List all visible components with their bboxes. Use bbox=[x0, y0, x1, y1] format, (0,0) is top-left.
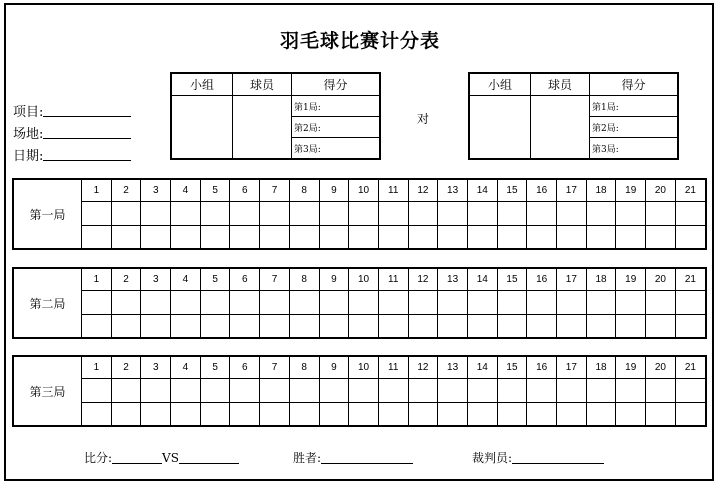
point-mark-cell[interactable] bbox=[467, 202, 497, 226]
point-number-cell: 1 bbox=[82, 269, 112, 291]
game3-score-cell[interactable]: 第3局: bbox=[292, 138, 381, 160]
point-mark-cell[interactable] bbox=[408, 226, 438, 250]
point-mark-cell[interactable] bbox=[675, 226, 705, 250]
point-number-cell: 12 bbox=[408, 269, 438, 291]
winner-input-line[interactable] bbox=[321, 451, 413, 464]
point-mark-cell[interactable] bbox=[289, 315, 319, 339]
point-number-cell: 8 bbox=[289, 269, 319, 291]
point-mark-cell[interactable] bbox=[111, 291, 141, 315]
referee-field bbox=[472, 449, 604, 466]
team-group-cell[interactable] bbox=[469, 96, 531, 160]
point-number-cell: 7 bbox=[260, 357, 290, 379]
point-mark-cell[interactable] bbox=[557, 315, 587, 339]
point-number-cell: 16 bbox=[527, 357, 557, 379]
point-mark-cell[interactable] bbox=[319, 291, 349, 315]
point-mark-cell[interactable] bbox=[230, 291, 260, 315]
point-mark-cell[interactable] bbox=[349, 315, 379, 339]
point-mark-cell[interactable] bbox=[497, 226, 527, 250]
point-mark-cell[interactable] bbox=[378, 202, 408, 226]
date-field bbox=[13, 145, 131, 164]
point-number-cell: 4 bbox=[171, 180, 201, 202]
venue-input-line[interactable] bbox=[43, 126, 131, 139]
point-mark-cell[interactable] bbox=[467, 291, 497, 315]
game3-score-cell[interactable]: 第3局: bbox=[590, 138, 679, 160]
point-mark-cell[interactable] bbox=[349, 202, 379, 226]
point-mark-cell[interactable] bbox=[378, 403, 408, 427]
point-mark-cell[interactable] bbox=[497, 315, 527, 339]
point-mark-cell[interactable] bbox=[675, 403, 705, 427]
point-mark-cell[interactable] bbox=[497, 202, 527, 226]
point-mark-cell[interactable] bbox=[497, 291, 527, 315]
venue-field bbox=[13, 123, 131, 142]
point-number-cell: 19 bbox=[616, 180, 646, 202]
point-number-cell: 3 bbox=[141, 269, 171, 291]
point-number-cell: 17 bbox=[557, 180, 587, 202]
final-score-label: 比分: bbox=[84, 451, 113, 465]
team-a-point-row bbox=[82, 202, 706, 226]
point-number-cell: 20 bbox=[646, 357, 676, 379]
final-score-vs-label: VS bbox=[162, 451, 179, 465]
point-mark-cell[interactable] bbox=[616, 202, 646, 226]
game2-score-cell[interactable]: 第2局: bbox=[292, 117, 381, 138]
point-mark-cell[interactable] bbox=[349, 226, 379, 250]
team-a-point-row bbox=[82, 379, 706, 403]
point-mark-cell[interactable] bbox=[141, 379, 171, 403]
point-mark-cell[interactable] bbox=[260, 403, 290, 427]
point-mark-cell[interactable] bbox=[467, 226, 497, 250]
point-number-cell: 4 bbox=[171, 357, 201, 379]
final-score-field bbox=[84, 449, 239, 466]
point-mark-cell[interactable] bbox=[438, 202, 468, 226]
point-number-cell: 16 bbox=[527, 269, 557, 291]
point-mark-cell[interactable] bbox=[557, 226, 587, 250]
point-number-cell: 20 bbox=[646, 269, 676, 291]
point-mark-cell[interactable] bbox=[557, 403, 587, 427]
team-header-player: 球员 bbox=[233, 73, 292, 96]
point-mark-cell[interactable] bbox=[527, 226, 557, 250]
point-number-cell: 10 bbox=[349, 269, 379, 291]
point-number-cell: 15 bbox=[497, 180, 527, 202]
point-mark-cell[interactable] bbox=[141, 291, 171, 315]
point-mark-cell[interactable] bbox=[675, 202, 705, 226]
point-number-cell: 20 bbox=[646, 180, 676, 202]
point-number-cell: 14 bbox=[467, 357, 497, 379]
game-2-box bbox=[12, 267, 707, 339]
game-1-label: 第一局 bbox=[29, 207, 66, 222]
point-number-cell: 13 bbox=[438, 269, 468, 291]
point-number-cell: 5 bbox=[200, 269, 230, 291]
point-number-cell: 2 bbox=[111, 180, 141, 202]
point-mark-cell[interactable] bbox=[171, 379, 201, 403]
point-mark-cell[interactable] bbox=[260, 315, 290, 339]
sheet-title: 羽毛球比赛计分表 bbox=[279, 30, 440, 52]
point-mark-cell[interactable] bbox=[111, 403, 141, 427]
point-mark-cell[interactable] bbox=[289, 202, 319, 226]
point-mark-cell[interactable] bbox=[408, 403, 438, 427]
point-mark-cell[interactable] bbox=[289, 226, 319, 250]
point-mark-cell[interactable] bbox=[557, 379, 587, 403]
game1-score-cell[interactable]: 第1局: bbox=[292, 96, 381, 117]
point-number-cell: 21 bbox=[675, 180, 705, 202]
point-mark-cell[interactable] bbox=[408, 379, 438, 403]
point-mark-cell[interactable] bbox=[616, 315, 646, 339]
point-number-cell: 18 bbox=[586, 180, 616, 202]
point-number-cell: 12 bbox=[408, 357, 438, 379]
winner-field bbox=[293, 449, 413, 466]
point-mark-cell[interactable] bbox=[497, 379, 527, 403]
point-mark-cell[interactable] bbox=[82, 403, 112, 427]
point-mark-cell[interactable] bbox=[616, 403, 646, 427]
point-number-cell: 10 bbox=[349, 180, 379, 202]
point-mark-cell[interactable] bbox=[230, 403, 260, 427]
point-mark-cell[interactable] bbox=[200, 379, 230, 403]
game-2-point-grid bbox=[81, 269, 705, 338]
point-mark-cell[interactable] bbox=[289, 379, 319, 403]
team-b-point-row bbox=[82, 226, 706, 250]
point-mark-cell[interactable] bbox=[646, 202, 676, 226]
point-mark-cell[interactable] bbox=[675, 315, 705, 339]
point-mark-cell[interactable] bbox=[408, 202, 438, 226]
project-label: 项目: bbox=[13, 105, 44, 120]
point-mark-cell[interactable] bbox=[319, 226, 349, 250]
point-mark-cell[interactable] bbox=[646, 291, 676, 315]
point-mark-cell[interactable] bbox=[527, 291, 557, 315]
project-field bbox=[13, 101, 131, 120]
point-mark-cell[interactable] bbox=[230, 315, 260, 339]
point-mark-cell[interactable] bbox=[467, 379, 497, 403]
point-number-cell: 7 bbox=[260, 269, 290, 291]
point-number-cell: 11 bbox=[378, 357, 408, 379]
point-mark-cell[interactable] bbox=[141, 202, 171, 226]
point-mark-cell[interactable] bbox=[616, 379, 646, 403]
point-mark-cell[interactable] bbox=[82, 291, 112, 315]
point-mark-cell[interactable] bbox=[586, 226, 616, 250]
point-mark-cell[interactable] bbox=[438, 315, 468, 339]
point-number-cell: 15 bbox=[497, 269, 527, 291]
referee-input-line[interactable] bbox=[512, 451, 604, 464]
point-mark-cell[interactable] bbox=[586, 315, 616, 339]
point-number-cell: 8 bbox=[289, 357, 319, 379]
team-group-cell[interactable] bbox=[171, 96, 233, 160]
point-number-cell: 8 bbox=[289, 180, 319, 202]
point-number-cell: 21 bbox=[675, 357, 705, 379]
point-mark-cell[interactable] bbox=[675, 291, 705, 315]
point-mark-cell[interactable] bbox=[467, 315, 497, 339]
team-b-point-row bbox=[82, 403, 706, 427]
point-mark-cell[interactable] bbox=[289, 403, 319, 427]
winner-label: 胜者: bbox=[293, 451, 322, 465]
game2-score-cell[interactable]: 第2局: bbox=[590, 117, 679, 138]
point-mark-cell[interactable] bbox=[408, 291, 438, 315]
point-mark-cell[interactable] bbox=[111, 315, 141, 339]
point-mark-cell[interactable] bbox=[111, 379, 141, 403]
point-mark-cell[interactable] bbox=[141, 315, 171, 339]
point-number-cell: 14 bbox=[467, 269, 497, 291]
point-mark-cell[interactable] bbox=[527, 403, 557, 427]
point-number-cell: 7 bbox=[260, 180, 290, 202]
point-mark-cell[interactable] bbox=[200, 403, 230, 427]
point-mark-cell[interactable] bbox=[260, 379, 290, 403]
game-3-label: 第三局 bbox=[29, 384, 66, 399]
point-mark-cell[interactable] bbox=[467, 403, 497, 427]
team-table-left bbox=[170, 72, 381, 160]
point-number-cell: 1 bbox=[82, 357, 112, 379]
point-number-cell: 6 bbox=[230, 180, 260, 202]
point-mark-cell[interactable] bbox=[82, 315, 112, 339]
team-header-player: 球员 bbox=[531, 73, 590, 96]
team-header-score: 得分 bbox=[292, 73, 381, 96]
point-mark-cell[interactable] bbox=[230, 226, 260, 250]
team-player-cell[interactable] bbox=[233, 96, 292, 160]
point-number-cell: 9 bbox=[319, 357, 349, 379]
point-mark-cell[interactable] bbox=[260, 202, 290, 226]
point-mark-cell[interactable] bbox=[319, 315, 349, 339]
point-mark-cell[interactable] bbox=[171, 291, 201, 315]
point-mark-cell[interactable] bbox=[171, 202, 201, 226]
point-mark-cell[interactable] bbox=[646, 226, 676, 250]
point-mark-cell[interactable] bbox=[616, 226, 646, 250]
referee-label: 裁判员: bbox=[472, 451, 513, 465]
point-mark-cell[interactable] bbox=[378, 226, 408, 250]
point-number-cell: 3 bbox=[141, 357, 171, 379]
point-mark-cell[interactable] bbox=[111, 226, 141, 250]
team-header-group: 小组 bbox=[469, 73, 531, 96]
point-mark-cell[interactable] bbox=[586, 403, 616, 427]
point-number-cell: 4 bbox=[171, 269, 201, 291]
point-mark-cell[interactable] bbox=[289, 291, 319, 315]
point-mark-cell[interactable] bbox=[646, 403, 676, 427]
point-mark-cell[interactable] bbox=[319, 202, 349, 226]
final-score-left-line[interactable] bbox=[112, 451, 162, 464]
venue-label: 场地: bbox=[13, 127, 44, 142]
point-mark-cell[interactable] bbox=[200, 291, 230, 315]
point-mark-cell[interactable] bbox=[319, 403, 349, 427]
point-mark-cell[interactable] bbox=[557, 291, 587, 315]
point-mark-cell[interactable] bbox=[378, 291, 408, 315]
point-mark-cell[interactable] bbox=[260, 291, 290, 315]
point-mark-cell[interactable] bbox=[141, 403, 171, 427]
point-mark-cell[interactable] bbox=[349, 403, 379, 427]
point-mark-cell[interactable] bbox=[141, 226, 171, 250]
point-mark-cell[interactable] bbox=[438, 226, 468, 250]
date-label: 日期: bbox=[13, 149, 44, 164]
team-header-score: 得分 bbox=[590, 73, 679, 96]
point-number-cell: 3 bbox=[141, 180, 171, 202]
point-mark-cell[interactable] bbox=[260, 226, 290, 250]
point-mark-cell[interactable] bbox=[200, 226, 230, 250]
point-number-cell: 21 bbox=[675, 269, 705, 291]
team-table-right bbox=[468, 72, 679, 160]
point-number-cell: 2 bbox=[111, 269, 141, 291]
point-mark-cell[interactable] bbox=[200, 202, 230, 226]
point-mark-cell[interactable] bbox=[586, 379, 616, 403]
point-mark-cell[interactable] bbox=[438, 291, 468, 315]
point-number-cell: 5 bbox=[200, 180, 230, 202]
point-mark-cell[interactable] bbox=[527, 202, 557, 226]
point-mark-cell[interactable] bbox=[349, 379, 379, 403]
game-1-point-grid bbox=[81, 180, 705, 249]
point-number-cell: 17 bbox=[557, 269, 587, 291]
point-number-cell: 18 bbox=[586, 269, 616, 291]
point-mark-cell[interactable] bbox=[349, 291, 379, 315]
point-mark-cell[interactable] bbox=[319, 379, 349, 403]
point-number-cell: 12 bbox=[408, 180, 438, 202]
point-number-cell: 18 bbox=[586, 357, 616, 379]
point-mark-cell[interactable] bbox=[82, 379, 112, 403]
team-b-point-row bbox=[82, 315, 706, 339]
point-mark-cell[interactable] bbox=[586, 202, 616, 226]
point-mark-cell[interactable] bbox=[675, 379, 705, 403]
date-input-line[interactable] bbox=[43, 148, 131, 161]
point-mark-cell[interactable] bbox=[200, 315, 230, 339]
point-number-cell: 19 bbox=[616, 357, 646, 379]
point-mark-cell[interactable] bbox=[230, 202, 260, 226]
point-mark-cell[interactable] bbox=[230, 379, 260, 403]
point-number-cell: 6 bbox=[230, 357, 260, 379]
game-3-box bbox=[12, 355, 707, 427]
point-number-cell: 11 bbox=[378, 180, 408, 202]
project-input-line[interactable] bbox=[43, 104, 131, 117]
point-mark-cell[interactable] bbox=[408, 315, 438, 339]
versus-label: 对 bbox=[417, 112, 430, 126]
point-number-cell: 17 bbox=[557, 357, 587, 379]
game-2-label: 第二局 bbox=[29, 296, 66, 311]
point-mark-cell[interactable] bbox=[438, 379, 468, 403]
game-1-box bbox=[12, 178, 707, 250]
team-header-group: 小组 bbox=[171, 73, 233, 96]
team-a-point-row bbox=[82, 291, 706, 315]
final-score-right-line[interactable] bbox=[179, 451, 239, 464]
point-number-cell: 13 bbox=[438, 357, 468, 379]
point-number-cell: 14 bbox=[467, 180, 497, 202]
point-mark-cell[interactable] bbox=[646, 315, 676, 339]
point-mark-cell[interactable] bbox=[171, 226, 201, 250]
point-number-cell: 9 bbox=[319, 180, 349, 202]
point-mark-cell[interactable] bbox=[586, 291, 616, 315]
point-number-cell: 9 bbox=[319, 269, 349, 291]
point-number-cell: 16 bbox=[527, 180, 557, 202]
game1-score-cell[interactable]: 第1局: bbox=[590, 96, 679, 117]
point-number-cell: 19 bbox=[616, 269, 646, 291]
point-number-cell: 6 bbox=[230, 269, 260, 291]
point-mark-cell[interactable] bbox=[646, 379, 676, 403]
point-mark-cell[interactable] bbox=[378, 315, 408, 339]
point-mark-cell[interactable] bbox=[378, 379, 408, 403]
point-number-cell: 2 bbox=[111, 357, 141, 379]
point-mark-cell[interactable] bbox=[171, 403, 201, 427]
game-3-point-grid bbox=[81, 357, 705, 426]
point-number-cell: 5 bbox=[200, 357, 230, 379]
point-mark-cell[interactable] bbox=[527, 315, 557, 339]
point-mark-cell[interactable] bbox=[111, 202, 141, 226]
point-mark-cell[interactable] bbox=[171, 315, 201, 339]
team-player-cell[interactable] bbox=[531, 96, 590, 160]
point-mark-cell[interactable] bbox=[557, 202, 587, 226]
point-number-cell: 11 bbox=[378, 269, 408, 291]
point-number-cell: 13 bbox=[438, 180, 468, 202]
point-mark-cell[interactable] bbox=[438, 403, 468, 427]
point-mark-cell[interactable] bbox=[616, 291, 646, 315]
point-number-cell: 15 bbox=[497, 357, 527, 379]
point-mark-cell[interactable] bbox=[82, 202, 112, 226]
point-number-cell: 1 bbox=[82, 180, 112, 202]
point-mark-cell[interactable] bbox=[82, 226, 112, 250]
point-number-cell: 10 bbox=[349, 357, 379, 379]
point-mark-cell[interactable] bbox=[527, 379, 557, 403]
point-mark-cell[interactable] bbox=[497, 403, 527, 427]
